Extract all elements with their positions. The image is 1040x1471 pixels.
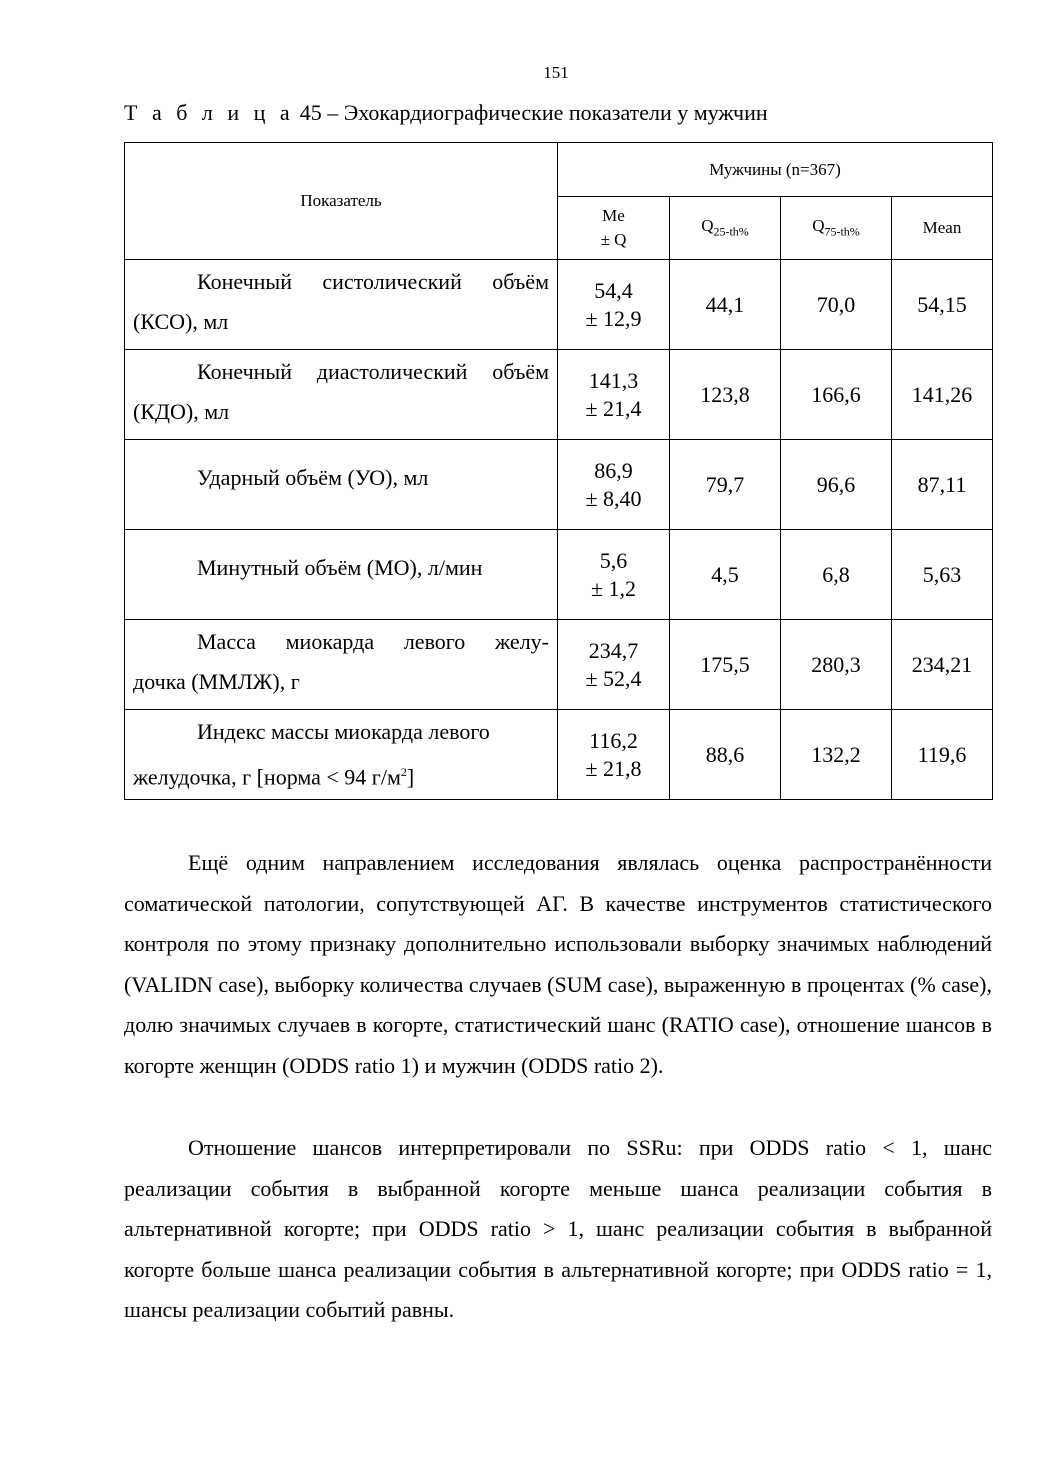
cell-me-value: 5,6 — [599, 547, 628, 573]
table-row — [125, 260, 993, 350]
echo-table — [124, 142, 993, 800]
cell-q-value: ± 21,8 — [585, 755, 642, 781]
cell-q25: 88,6 — [670, 710, 781, 800]
header-q75-sub: 75-th% — [824, 224, 860, 239]
cell-me-value: 141,3 — [588, 367, 639, 393]
paragraph-2 — [124, 1128, 992, 1331]
cell-q-value: ± 8,40 — [585, 485, 642, 511]
row-label-line1: Масса миокарда левого желу- — [197, 629, 549, 654]
header-mean: Mean — [892, 197, 993, 260]
row-label — [125, 260, 558, 350]
cell-q25: 123,8 — [670, 350, 781, 440]
header-q25-main: Q — [701, 216, 714, 236]
cell-q75: 280,3 — [781, 620, 892, 710]
cell-q75: 166,6 — [781, 350, 892, 440]
row-label-line1: Индекс массы миокарда левого — [197, 719, 490, 744]
cell-mean: 5,63 — [892, 530, 993, 620]
table-row — [125, 440, 993, 530]
row-label — [125, 620, 558, 710]
table-row — [125, 530, 993, 620]
table-row — [125, 710, 993, 800]
row-label-line1: Конечный диастолический объём — [197, 359, 549, 384]
cell-mean: 141,26 — [892, 350, 993, 440]
row-label — [125, 440, 558, 530]
cell-mean: 234,21 — [892, 620, 993, 710]
paragraph-2-text: Отношение шансов интерпретировали по SSRu: при ODDS ratio < 1, шанс реализации события в выбранной когорте меньше шанса реализации события в альтернативной когорте; при ODDS ratio > 1, шанс реализации события в выбранной когорте больше шанса реализации события в альтернативной когорте; при ODDS ratio = 1, шансы реализации событий равны. — [124, 1135, 992, 1322]
cell-me — [558, 350, 670, 440]
header-group: Мужчины (n=367) — [558, 143, 993, 197]
page-number: 151 — [543, 63, 569, 82]
cell-me-value: 86,9 — [594, 457, 633, 483]
cell-q25: 79,7 — [670, 440, 781, 530]
row-label — [125, 350, 558, 440]
cell-q25: 44,1 — [670, 260, 781, 350]
row-label-line1: Конечный систолический объём — [197, 269, 549, 294]
table-caption — [124, 100, 768, 126]
cell-me — [558, 620, 670, 710]
cell-me — [558, 440, 670, 530]
cell-q-value: ± 1,2 — [590, 575, 637, 601]
table-row — [125, 350, 993, 440]
row-label-line1: Минутный объём (МО), л/мин — [197, 555, 483, 580]
row-label-line2: (КДО), мл — [133, 399, 230, 424]
cell-q-value: ± 12,9 — [585, 305, 642, 331]
row-label — [125, 710, 558, 800]
row-label-line2: (КСО), мл — [133, 309, 229, 334]
paragraph-1 — [124, 843, 992, 1086]
paragraph-1-text: Ещё одним направлением исследования являлась оценка распространённости соматической патологии, сопутствующей АГ. В качестве инструментов статистического контроля по этому признаку дополнительно использовали выборку значимых наблюдений (VALIDN case), выборку количества случаев (SUM case), выраженную в процентах (% case), долю значимых случаев в когорте, статистический шанс (RATIO case), отношение шансов в когорте женщин (ODDS ratio 1) и мужчин (ODDS ratio 2). — [124, 850, 992, 1078]
table-header-row-1 — [125, 143, 993, 197]
header-q25 — [670, 197, 781, 260]
table-row — [125, 620, 993, 710]
cell-me — [558, 260, 670, 350]
header-indicator: Показатель — [125, 143, 558, 260]
cell-q-value: ± 52,4 — [585, 665, 642, 691]
cell-q75: 6,8 — [781, 530, 892, 620]
cell-q75: 70,0 — [781, 260, 892, 350]
row-label-line1: Ударный объём (УО), мл — [197, 465, 429, 490]
cell-q-value: ± 21,4 — [585, 395, 642, 421]
header-me-line2: ± Q — [600, 230, 627, 249]
row-label-line2: желудочка, г [норма < 94 г/м — [133, 764, 401, 790]
cell-mean: 54,15 — [892, 260, 993, 350]
header-me-line1: Me — [602, 206, 625, 225]
cell-me — [558, 710, 670, 800]
row-label-sup: 2 — [400, 765, 407, 779]
cell-q75: 132,2 — [781, 710, 892, 800]
header-q75-main: Q — [812, 216, 825, 236]
row-label-end: ] — [406, 764, 415, 790]
row-label — [125, 530, 558, 620]
cell-q25: 4,5 — [670, 530, 781, 620]
caption-prefix: Т а б л и ц а — [124, 100, 295, 125]
cell-me-value: 54,4 — [594, 277, 633, 303]
cell-q75: 96,6 — [781, 440, 892, 530]
header-me — [558, 197, 670, 260]
cell-me-value: 234,7 — [588, 637, 639, 663]
header-q25-sub: 25-th% — [713, 224, 749, 239]
header-q75 — [781, 197, 892, 260]
cell-q25: 175,5 — [670, 620, 781, 710]
cell-mean: 119,6 — [892, 710, 993, 800]
cell-me-value: 116,2 — [589, 727, 638, 753]
cell-me — [558, 530, 670, 620]
caption-text: 45 – Эхокардиографические показатели у мужчин — [299, 100, 768, 125]
cell-mean: 87,11 — [892, 440, 993, 530]
row-label-line2: дочка (ММЛЖ), г — [133, 669, 300, 694]
